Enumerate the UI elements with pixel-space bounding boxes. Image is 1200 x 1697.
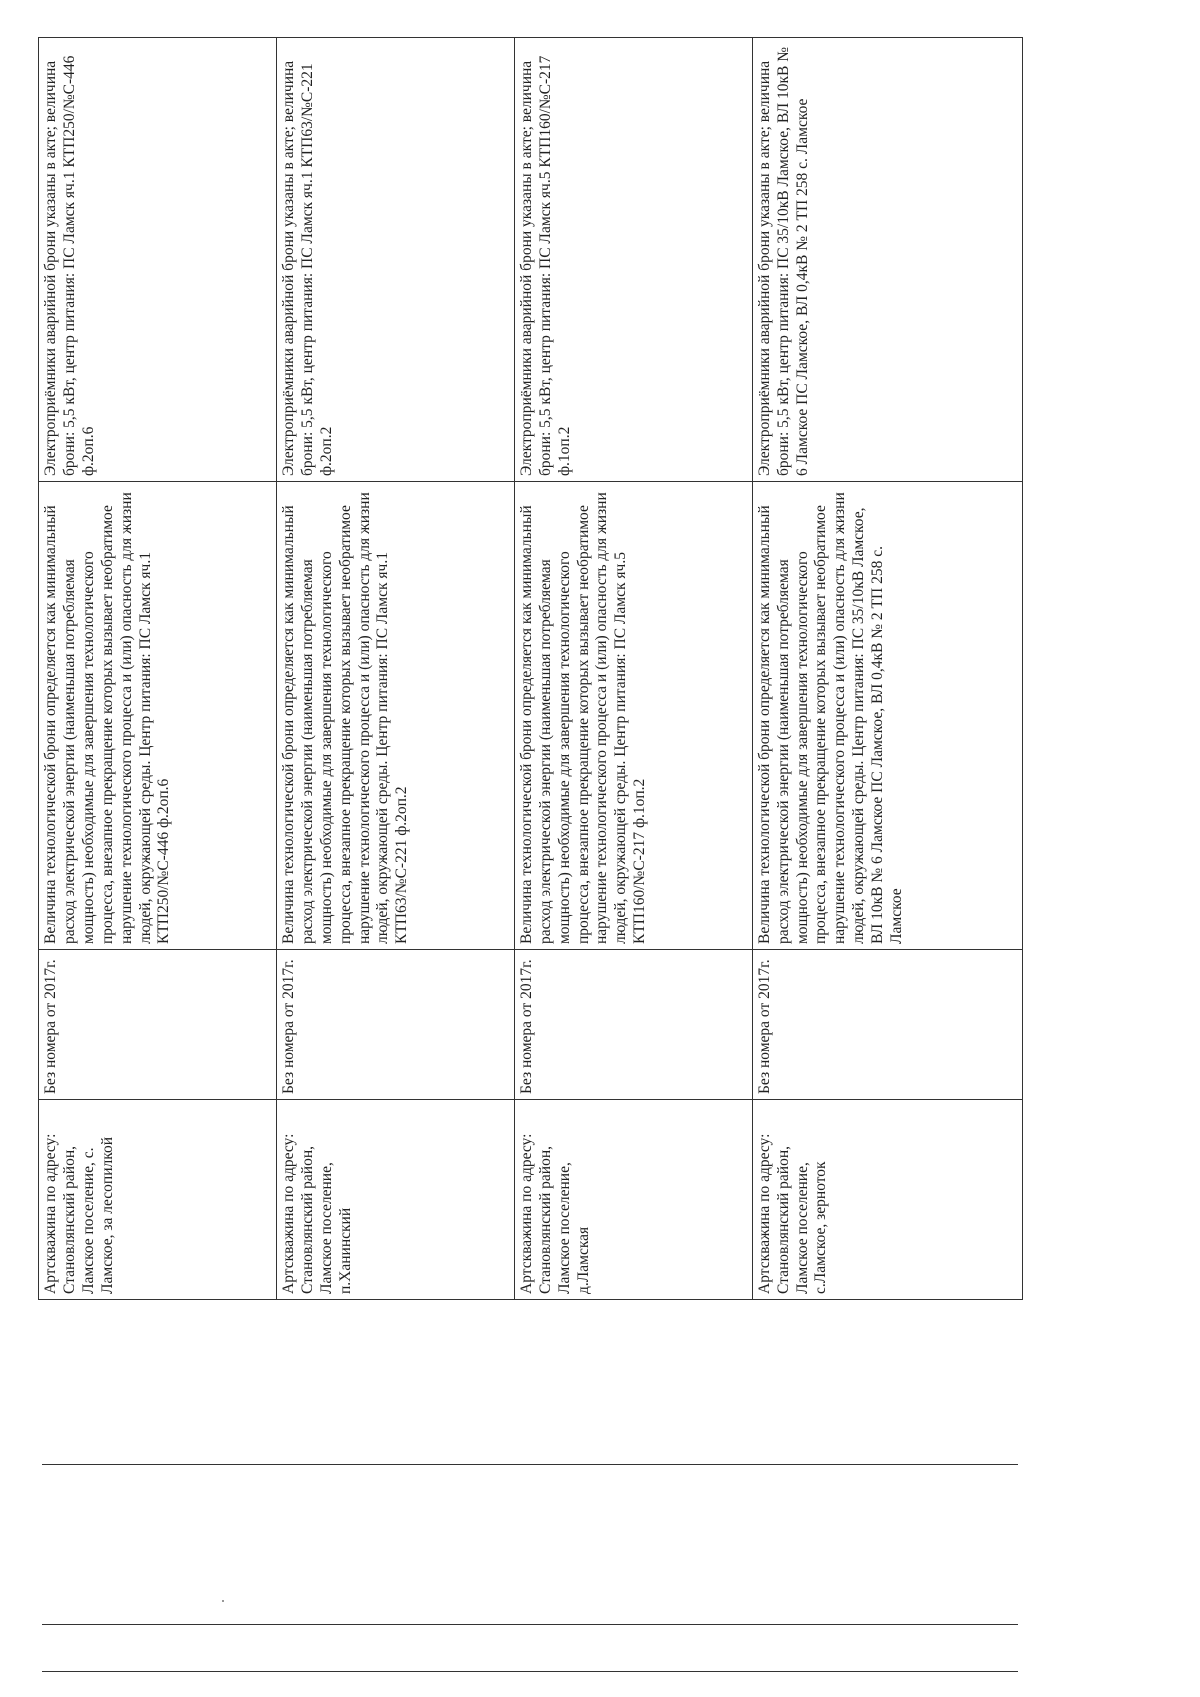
tech-reserve-cell: Величина технологической брони определяется как минимальный расход электрической энергии (наименьшая потребляемая мощность) необходимые для завершения технологического процесса, внезапное прекращение которых вызывает необратимое нарушение технологического процесса и (или) опасность для жизни людей, окружающей среды. Центр питания: ПС 35/10кВ Ламское, ВЛ 10кВ № 6 Ламское ПС Ламское, ВЛ 0,4кВ № 2 ТП 258 с. Ламское [752,482,1022,950]
horizontal-rule [42,1624,1018,1625]
table-row [39,38,277,1300]
emergency-reserve-cell: Электроприёмники аварийной брони указаны в акте; величина брони: 5,5 кВт, центр питания: ПС Ламск яч.1 КТП63/№С-221 ф.2оп.2 [276,38,514,482]
table-row [276,38,514,1300]
emergency-reserve-cell: Электроприёмники аварийной брони указаны в акте; величина брони: 5,5 кВт, центр питания: ПС Ламск яч.5 КТП160/№С-217 ф.1оп.2 [514,38,752,482]
act-cell: Без номера от 2017г. [514,950,752,1100]
table-row [752,38,1022,1300]
emergency-reserve-cell: Электроприёмники аварийной брони указаны в акте; величина брони: 5,5 кВт, центр питания: ПС 35/10кВ Ламское, ВЛ 10кВ № 6 Ламское ПС Ламское, ВЛ 0,4кВ № 2 ТП 258 с. Ламское [752,38,1022,482]
act-cell: Без номера от 2017г. [39,950,277,1100]
tech-reserve-cell: Величина технологической брони определяется как минимальный расход электрической энергии (наименьшая потребляемая мощность) необходимые для завершения технологического процесса, внезапное прекращение которых вызывает необратимое нарушение технологического процесса и (или) опасность для жизни людей, окружающей среды. Центр питания: ПС Ламск яч.1 КТП63/№С-221 ф.2оп.2 [276,482,514,950]
location-cell: Артскважина по адресу: Становлянский район, Ламское поселение, с.Ламское, зерноток [752,1100,1022,1300]
reserve-table [38,37,1023,1300]
act-cell: Без номера от 2017г. [752,950,1022,1100]
horizontal-rule [42,1464,1018,1465]
scan-speck [222,1600,224,1602]
rotated-table-block [38,38,1023,1300]
emergency-reserve-cell: Электроприёмники аварийной брони указаны в акте; величина брони: 5,5 кВт, центр питания: ПС Ламск яч.1 КТП250/№С-446 ф.2оп.6 [39,38,277,482]
location-cell: Артскважина по адресу: Становлянский район, Ламское поселение, п.Ханинский [276,1100,514,1300]
location-cell: Артскважина по адресу: Становлянский район, Ламское поселение, с. Ламское, за лесопилкой [39,1100,277,1300]
tech-reserve-cell: Величина технологической брони определяется как минимальный расход электрической энергии (наименьшая потребляемая мощность) необходимые для завершения технологического процесса, внезапное прекращение которых вызывает необратимое нарушение технологического процесса и (или) опасность для жизни людей, окружающей среды. Центр питания: ПС Ламск яч.1 КТП250/№С-446 ф.2оп.6 [39,482,277,950]
tech-reserve-cell: Величина технологической брони определяется как минимальный расход электрической энергии (наименьшая потребляемая мощность) необходимые для завершения технологического процесса, внезапное прекращение которых вызывает необратимое нарушение технологического процесса и (или) опасность для жизни людей, окружающей среды. Центр питания: ПС Ламск яч.5 КТП160/№С-217 ф.1оп.2 [514,482,752,950]
table-row [514,38,752,1300]
horizontal-rule [42,1671,1018,1672]
location-cell: Артскважина по адресу: Становлянский район, Ламское поселение, д.Ламская [514,1100,752,1300]
act-cell: Без номера от 2017г. [276,950,514,1100]
